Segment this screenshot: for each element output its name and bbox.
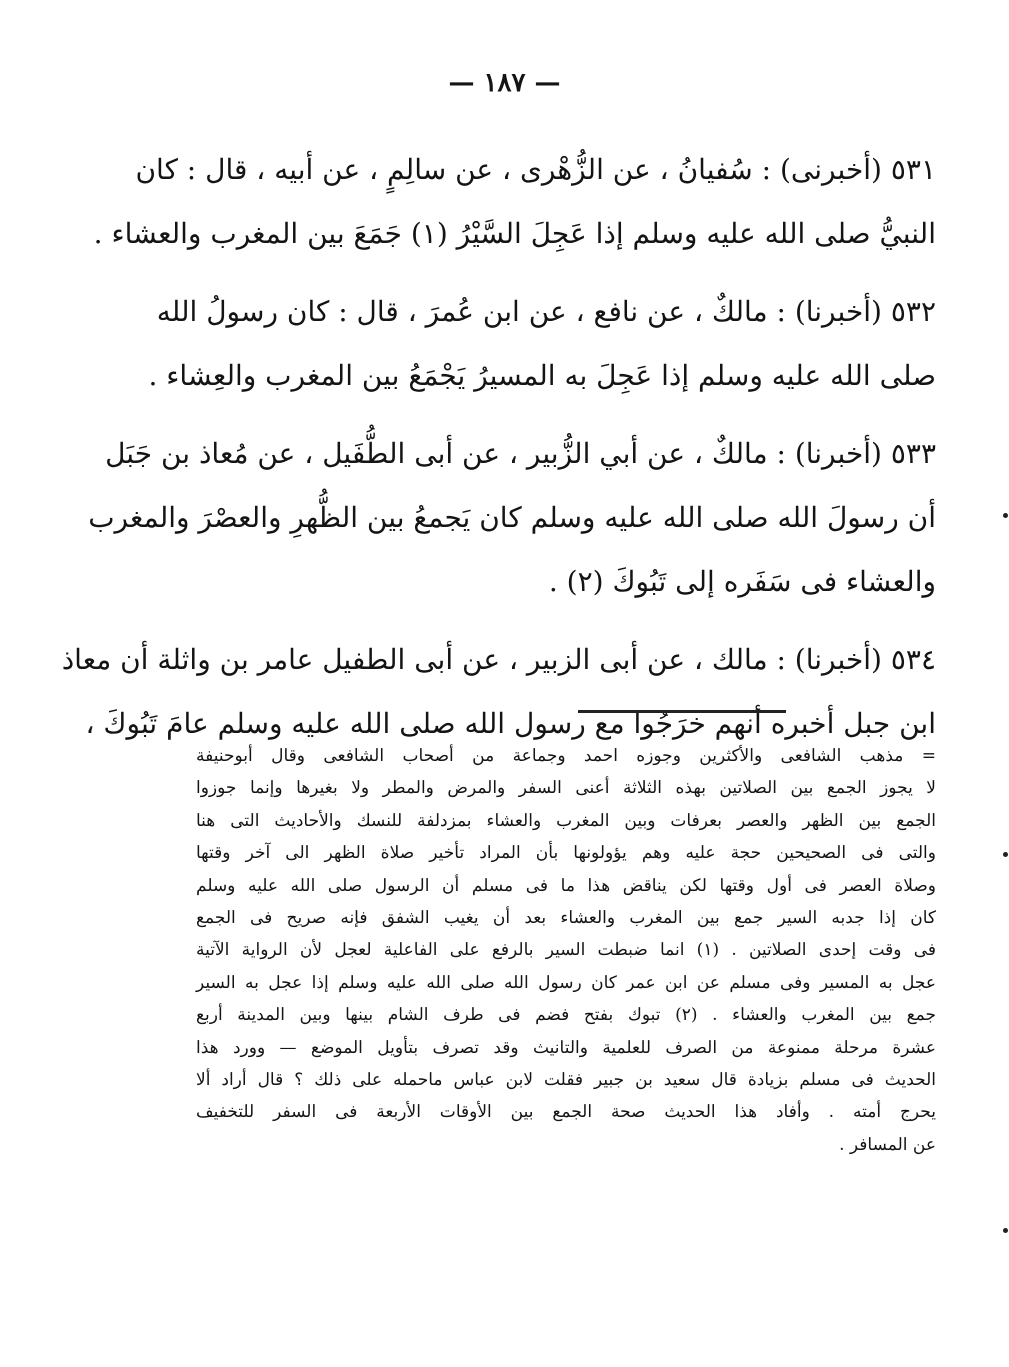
main-text [61, 138, 936, 756]
footnote-line: فى وقت إحدى الصلاتين . (١) انما ضبطت السير بالرفع على الفاعلية لعجل لأن الرواية الآتية [196, 940, 937, 961]
hadith-533-line-3: والعشاء فى سَفَره إلى تَبُوكَ (٢) . [548, 565, 936, 598]
hadith-533-line-1: ٥٣٣ (أخبرنا) : مالكٌ ، عن أبي الزُّبير ، عن أبى الطُّفَيل ، عن مُعاذ بن جَبَل [105, 437, 936, 470]
footnote-line: وصلاة العصر فى أول وقتها لكن يناقض هذا ما فى مسلم أن الرسول صلى الله عليه وسلم [196, 875, 936, 896]
hadith-531-line-1: ٥٣١ (أخبرنى) : سُفيانُ ، عن الزُّهْرى ، عن سالِمٍ ، عن أبيه ، قال : كان [135, 153, 936, 186]
hadith-534-line-2: ابن جبل أخبره أنهم خرَجُوا مع رسول الله صلى الله عليه وسلم عامَ تَبُوكَ ، [85, 707, 936, 740]
footnote-line: = مذهب الشافعى والأكثرين وجوزه احمد وجماعة من أصحاب الشافعى وقال أبوحنيفة [196, 746, 936, 766]
footnote-line: عن المسافر . [839, 1134, 936, 1155]
margin-mark [1003, 513, 1008, 518]
hadith-534-line-1: ٥٣٤ (أخبرنا) : مالك ، عن أبى الزبير ، عن أبى الطفيل عامر بن واثلة أن معاذ [61, 643, 936, 676]
footnote-divider [578, 710, 786, 713]
footnote-line: عجل به المسير وفى مسلم عن ابن عمر كان رسول الله صلى الله عليه وسلم إذا عجل به السير [196, 972, 936, 993]
footnote-line: يحرج أمته . وأفاد هذا الحديث صحة الجمع بين الأوقات الأربعة فى السفر للتخفيف [196, 1102, 936, 1123]
page-number: — ١٨٧ — [448, 68, 561, 98]
footnote-line: الحديث فى مسلم بزيادة قال سعيد بن جبير فقلت لابن عباس ماحمله على ذلك ؟ قال أراد ألا [196, 1069, 936, 1090]
footnotes [196, 740, 936, 1161]
footnote-line: جمع بين المغرب والعشاء . (٢) تبوك بفتح فضم فى طرف الشام بينها وبين المدينة أربع [196, 1005, 936, 1026]
footnote-line: والتى فى الصحيحين حجة عليه وهم يؤولونها بأن المراد تأخير صلاة الظهر الى آخر وقتها [196, 843, 936, 864]
footnote-line: الجمع بين الظهر والعصر بعرفات وبين المغرب والعشاء بمزدلفة للنسك والأحاديث التى هنا [196, 810, 936, 831]
hadith-532-line-1: ٥٣٢ (أخبرنا) : مالكٌ ، عن نافع ، عن ابن عُمرَ ، قال : كان رسولُ الله [156, 295, 936, 328]
margin-mark [1003, 1228, 1008, 1233]
hadith-533-line-2: أن رسولَ الله صلى الله عليه وسلم كان يَجمعُ بين الظُّهرِ والعصْرَ والمغرب [88, 501, 936, 534]
hadith-531-line-2: النبيُّ صلى الله عليه وسلم إذا عَجِلَ السَّيْرُ (١) جَمَعَ بين المغرب والعشاء . [93, 217, 936, 250]
hadith-532-line-2: صلى الله عليه وسلم إذا عَجِلَ به المسيرُ يَجْمَعُ بين المغرب والعِشاء . [148, 359, 936, 392]
margin-mark [1003, 852, 1008, 857]
footnote-line: عشرة مرحلة ممنوعة من الصرف للعلمية والتانيث وقد تصرف بتأويل الموضع — وورد هذا [196, 1037, 936, 1058]
footnote-line: كان إذا جدبه السير جمع بين المغرب والعشاء بعد أن يغيب الشفق فإنه صريح فى الجمع [196, 907, 936, 928]
footnote-line: لا يجوز الجمع بين الصلاتين بهذه الثلاثة أعنى السفر والمرض والمطر ولا بغيرها وإنما جوزوا [196, 778, 936, 799]
